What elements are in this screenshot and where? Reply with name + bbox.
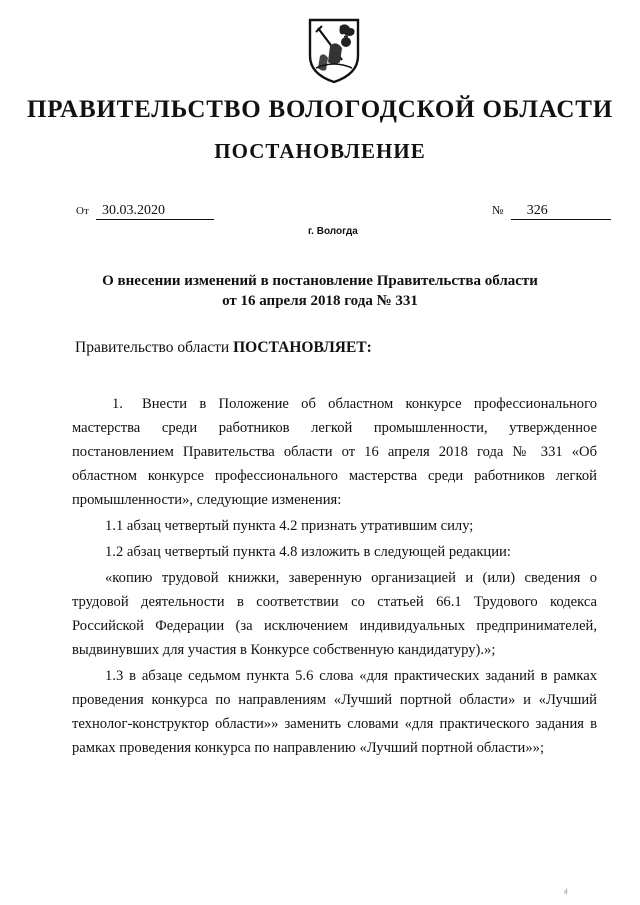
document-type: ПОСТАНОВЛЕНИЕ bbox=[214, 139, 426, 163]
paragraph-item-1-1: 1.1 абзац четвертый пункта 4.2 признать утратившим силу; bbox=[105, 518, 474, 534]
preamble bbox=[75, 339, 372, 357]
date-field bbox=[76, 202, 214, 220]
coat-of-arms-icon bbox=[306, 16, 362, 86]
government-title: ПРАВИТЕЛЬСТВО ВОЛОГОДСКОЙ ОБЛАСТИ bbox=[26, 96, 614, 123]
paragraph-item-1-3: 1.3 в абзаце седьмом пункта 5.6 слова «для практических заданий в рамках проведения конкурса по направлениям «Лучший портной области» и «Лучший технолог-конструктор области»» заменить словами «для практического задания в рамках проведения конкурса по направлению «Лучший портной области»»; bbox=[72, 668, 597, 756]
decree-body bbox=[72, 392, 597, 760]
preamble-verb: ПОСТАНОВЛЯЕТ: bbox=[233, 339, 372, 356]
decree-subject bbox=[0, 271, 640, 311]
paragraph-item-1-2: 1.2 абзац четвертый пункта 4.8 изложить в следующей редакции: bbox=[105, 544, 511, 560]
paragraph-quote: «копию трудовой книжки, заверенную организацией и (или) сведения о трудовой деятельности в соответствии со статьей 66.1 Трудового кодекса Российской Федерации (за исключением индивидуальных предпринимателей, выдвинувших для участия в Конкурсе собственную кандидатуру).»; bbox=[72, 570, 597, 658]
subject-line-2: от 16 апреля 2018 года № 331 bbox=[222, 293, 418, 309]
date-value: 30.03.2020 bbox=[96, 203, 214, 220]
subject-line-1: О внесении изменений в постановление Правительства области bbox=[102, 273, 538, 289]
city-name: г. Вологда bbox=[308, 226, 358, 237]
number-value: 326 bbox=[511, 203, 611, 220]
item-number: 1. bbox=[112, 396, 123, 412]
paragraph-item-1 bbox=[72, 392, 597, 512]
preamble-prefix: Правительство области bbox=[75, 339, 234, 356]
scan-mark: ıl bbox=[564, 889, 568, 896]
date-label: От bbox=[76, 205, 89, 217]
number-label: № bbox=[492, 203, 504, 217]
number-field bbox=[492, 202, 611, 220]
item-1-text: Внести в Положение об областном конкурсе профессионального мастерства среди работников легкой промышленности, утвержденное постановлением Правительства области от 16 апреля 2018 года № 331 «Об областном конкурсе профессионального мастерства среди работников легкой промышленности», следующие изменения: bbox=[72, 396, 597, 508]
